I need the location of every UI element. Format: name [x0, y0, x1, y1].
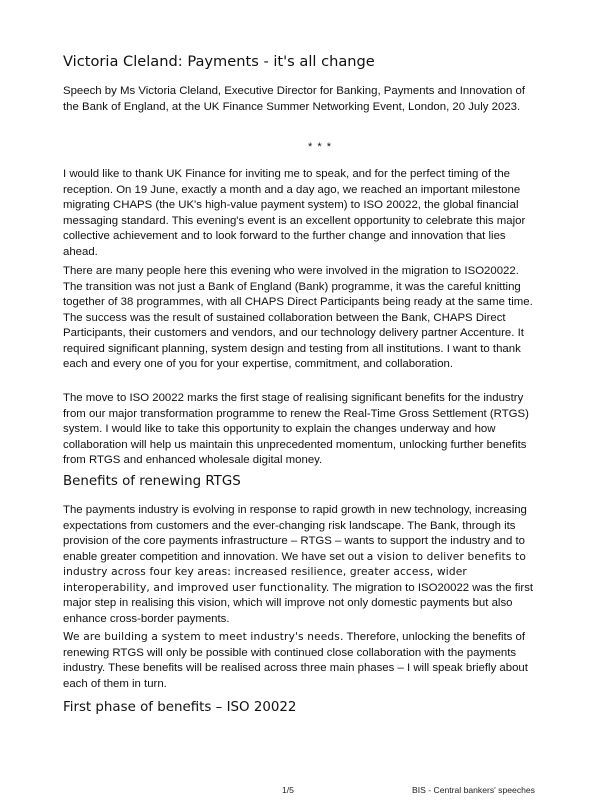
paragraph-intro: I would like to thank UK Finance for inviting me to speak, and for the perfect timing of the reception. On 19 June, exactly a month and a day ago, we reached an important milestone migrating CHAPS (the UK's high-value payment system) to ISO 20022, the global financial messaging standard. This evening's event is an excellent opportunity to celebrate this major collective achievement and to look forward to the further change and innovation that lies ahead. — [63, 168, 526, 258]
vision-text: a vision to deliver benefits to industry across four key areas: increased resilience, greater access, wider interoperability, and improved user functionality. — [63, 550, 526, 594]
paragraph-text: The migration to ISO20022 was the first major step in realising this vision, which will improve not only domestic payments but also enhance cross-border payments. — [63, 581, 534, 625]
document-title: Victoria Cleland: Payments - it's all change — [63, 53, 375, 70]
paragraph-text: The payments industry is evolving in response to rapid growth in new technology, increasing expectations from customers and the ever-changing risk landscape. The Bank, through its provision of the core payments infrastructure – RTGS – wants to support the industry and to enable greater competition and innovation. We have set out — [63, 504, 527, 563]
section-separator: * * * — [308, 141, 332, 153]
heading-first-phase: First phase of benefits – ISO 20022 — [63, 700, 297, 715]
paragraph-transformation: The move to ISO 20022 marks the first stage of realising significant benefits for the industry from our major transformation programme to renew the Real-Time Gross Settlement (RTGS) system. I would like to take this opportunity to explain the changes underway and how collaboration will help us maintain this unprecedented momentum, unlocking further benefits from RTGS and enhanced wholesale digital money. — [63, 392, 529, 466]
paragraph-industry-evolving — [63, 503, 541, 627]
speech-subtitle: Speech by Ms Victoria Cleland, Executive Director for Banking, Payments and Innovation of the Bank of England, at the UK Finance Summer Networking Event, London, 20 July 2023. — [63, 85, 525, 113]
paragraph-building-system — [63, 630, 541, 692]
heading-benefits-renewing-rtgs: Benefits of renewing RTGS — [63, 474, 241, 489]
paragraph-text: Therefore, unlocking the benefits of renewing RTGS will only be possible with continued close collaboration with the payments industry. These benefits will be realised across three main phases – I will speak briefly about each of them in turn. — [63, 631, 528, 690]
footer-source: BIS - Central bankers' speeches — [412, 785, 535, 795]
building-statement: We are building a system to meet industry's needs. — [63, 631, 344, 643]
paragraph-migration: There are many people here this evening who were involved in the migration to ISO20022. The transition was not just a Bank of England (Bank) programme, it was the careful knitting together of 38 programmes, with all CHAPS Direct Participants being ready at the same time. The success was the result of sustained collaboration between the Bank, CHAPS Direct Participants, their customers and vendors, and our technology delivery partner Accenture. It required significant planning, system design and testing from all institutions. I want to thank each and every one of you for your expertise, commitment, and collaboration. — [63, 265, 533, 370]
page-number: 1/5 — [282, 785, 294, 795]
